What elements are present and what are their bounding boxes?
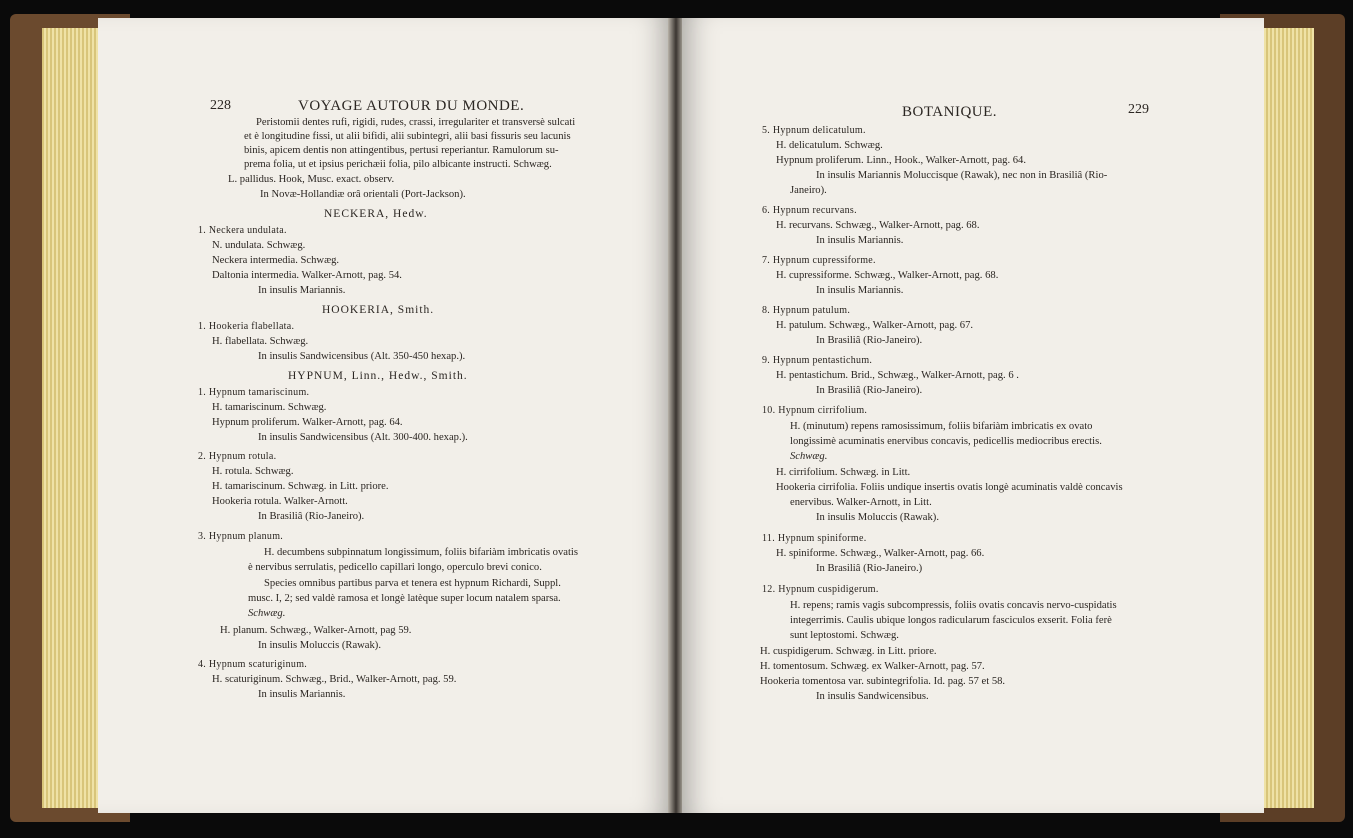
species-heading: 1. Neckera undulata. [198, 225, 287, 236]
page-number: 229 [1128, 102, 1149, 117]
text-line: H. (minutum) repens ramosissimum, foliis bifariàm imbricatis ex ovato [790, 421, 1093, 432]
text-line: H. tamariscinum. Schwæg. [212, 402, 327, 413]
text-line: In Brasiliâ (Rio-Janeiro). [816, 335, 923, 346]
text-line: H. spiniforme. Schwæg., Walker-Arnott, pag. 66. [776, 548, 985, 559]
text-line: Hookeria cirrifolia. Foliis undique insertis ovatis longè acuminatis valdè concavis [776, 482, 1123, 493]
text-line: H. tomentosum. Schwæg. ex Walker-Arnott, pag. 57. [760, 661, 985, 672]
text-line: H. rotula. Schwæg. [212, 466, 294, 477]
genus-heading: HOOKERIA, Smith. [322, 304, 435, 316]
text-line: è nervibus serrulatis, pedicello capillari longo, operculo brevi conico. [248, 562, 542, 573]
text-line: H. patulum. Schwæg., Walker-Arnott, pag. 67. [776, 320, 974, 331]
text-line: H. planum. Schwæg., Walker-Arnott, pag 59. [220, 625, 412, 636]
text-line: H. cupressiforme. Schwæg., Walker-Arnott, pag. 68. [776, 270, 999, 281]
text-line: prema folia, ut et ipsius perichæii folia, pilo albicante instructi. Schwæg. [244, 159, 552, 170]
genus-heading: NECKERA, Hedw. [324, 208, 428, 220]
text-line: H. repens; ramis vagis subcompressis, foliis ovatis concavis nervo-cuspidatis [790, 600, 1117, 611]
text-line: longissimè acuminatis enervibus concavis, pedicellis mediocribus erectis. [790, 436, 1102, 447]
species-heading: 8. Hypnum patulum. [762, 305, 851, 316]
text-line: Hypnum proliferum. Linn., Hook., Walker-Arnott, pag. 64. [776, 155, 1027, 166]
text-line: Species omnibus partibus parva et tenera est hypnum Richardi, Suppl. [264, 578, 561, 589]
text-line: Daltonia intermedia. Walker-Arnott, pag. 54. [212, 270, 402, 281]
text-line: L. pallidus. Hook, Musc. exact. observ. [228, 174, 395, 185]
genus-heading: HYPNUM, Linn., Hedw., Smith. [288, 370, 468, 382]
text-line: Neckera intermedia. Schwæg. [212, 255, 340, 266]
species-heading: 10. Hypnum cirrifolium. [762, 405, 868, 416]
text-line: sunt leptostomi. Schwæg. [790, 630, 899, 641]
text-line: Hookeria tomentosa var. subintegrifolia. Id. pag. 57 et 58. [760, 676, 1006, 687]
running-head: VOYAGE AUTOUR DU MONDE. [298, 98, 525, 114]
text-line: enervibus. Walker-Arnott, in Litt. [790, 497, 932, 508]
text-line: In Brasiliâ (Rio-Janeiro). [258, 511, 365, 522]
text-line: H. recurvans. Schwæg., Walker-Arnott, pag. 68. [776, 220, 980, 231]
right-page [682, 18, 1264, 813]
text-line: In insulis Moluccis (Rawak). [816, 512, 939, 523]
text-line: H. cuspidigerum. Schwæg. in Litt. priore. [760, 646, 937, 657]
species-heading: 1. Hypnum tamariscinum. [198, 387, 310, 398]
species-heading: 3. Hypnum planum. [198, 531, 284, 542]
text-line: H. flabellata. Schwæg. [212, 336, 309, 347]
text-line: In Brasiliâ (Rio-Janeiro.) [816, 563, 923, 574]
text-line: Hookeria rotula. Walker-Arnott. [212, 496, 348, 507]
species-heading: 7. Hypnum cupressiforme. [762, 255, 876, 266]
text-line: musc. I, 2; sed valdè ramosa et longè latèque super locum natalem sparsa. [248, 593, 561, 604]
text-line: In insulis Mariannis Moluccisque (Rawak), nec non in Brasiliâ (Rio- [816, 170, 1108, 181]
text-line: H. decumbens subpinnatum longissimum, foliis bifariàm imbricatis ovatis [264, 547, 578, 558]
text-line: H. cirrifolium. Schwæg. in Litt. [776, 467, 911, 478]
text-line: Schwæg. [248, 608, 286, 619]
running-head: BOTANIQUE. [902, 104, 998, 120]
text-line: In Brasiliâ (Rio-Janeiro). [816, 385, 923, 396]
text-line: binis, apicem dentis non attingentibus, pertusi reperiantur. Ramulorum su- [244, 145, 559, 156]
page-edges-left [42, 28, 104, 808]
text-line: In insulis Moluccis (Rawak). [258, 640, 381, 651]
text-line: H. pentastichum. Brid., Schwæg., Walker-Arnott, pag. 6 . [776, 370, 1019, 381]
species-heading: 1. Hookeria flabellata. [198, 321, 295, 332]
text-line: In insulis Sandwicensibus (Alt. 300-400. hexap.). [258, 432, 468, 443]
text-line: Peristomii dentes rufi, rigidi, rudes, crassi, irregulariter et transversè sulcati [256, 117, 576, 128]
text-line: H. tamariscinum. Schwæg. in Litt. priore. [212, 481, 389, 492]
text-line: N. undulata. Schwæg. [212, 240, 306, 251]
text-line: In insulis Mariannis. [258, 689, 346, 700]
text-line: integerrimis. Caulis ubique longos radicularum fasciculos exserit. Folia ferè [790, 615, 1112, 626]
species-heading: 2. Hypnum rotula. [198, 451, 277, 462]
text-line: In insulis Mariannis. [816, 285, 904, 296]
species-heading: 11. Hypnum spiniforme. [762, 533, 867, 544]
species-heading: 5. Hypnum delicatulum. [762, 125, 866, 136]
text-line: Hypnum proliferum. Walker-Arnott, pag. 64. [212, 417, 403, 428]
page-edges-right [1262, 28, 1314, 808]
species-heading: 12. Hypnum cuspidigerum. [762, 584, 879, 595]
text-line: In insulis Mariannis. [258, 285, 346, 296]
text-line: In insulis Sandwicensibus. [816, 691, 929, 702]
page-number: 228 [210, 98, 231, 113]
text-line: H. scaturiginum. Schwæg., Brid., Walker-Arnott, pag. 59. [212, 674, 457, 685]
species-heading: 6. Hypnum recurvans. [762, 205, 857, 216]
text-line: Schwæg. [790, 451, 828, 462]
text-line: In insulis Mariannis. [816, 235, 904, 246]
left-page [98, 18, 670, 813]
text-line: H. delicatulum. Schwæg. [776, 140, 883, 151]
text-line: Janeiro). [790, 185, 827, 196]
text-line: In insulis Sandwicensibus (Alt. 350-450 hexap.). [258, 351, 466, 362]
species-heading: 9. Hypnum pentastichum. [762, 355, 873, 366]
text-line: In Novæ-Hollandiæ orâ orientali (Port-Jackson). [260, 189, 466, 200]
text-line: et è longitudine fissi, ut alii bifidi, alii subintegri, alii basi fissuris seu lacunis [244, 131, 571, 142]
species-heading: 4. Hypnum scaturiginum. [198, 659, 308, 670]
